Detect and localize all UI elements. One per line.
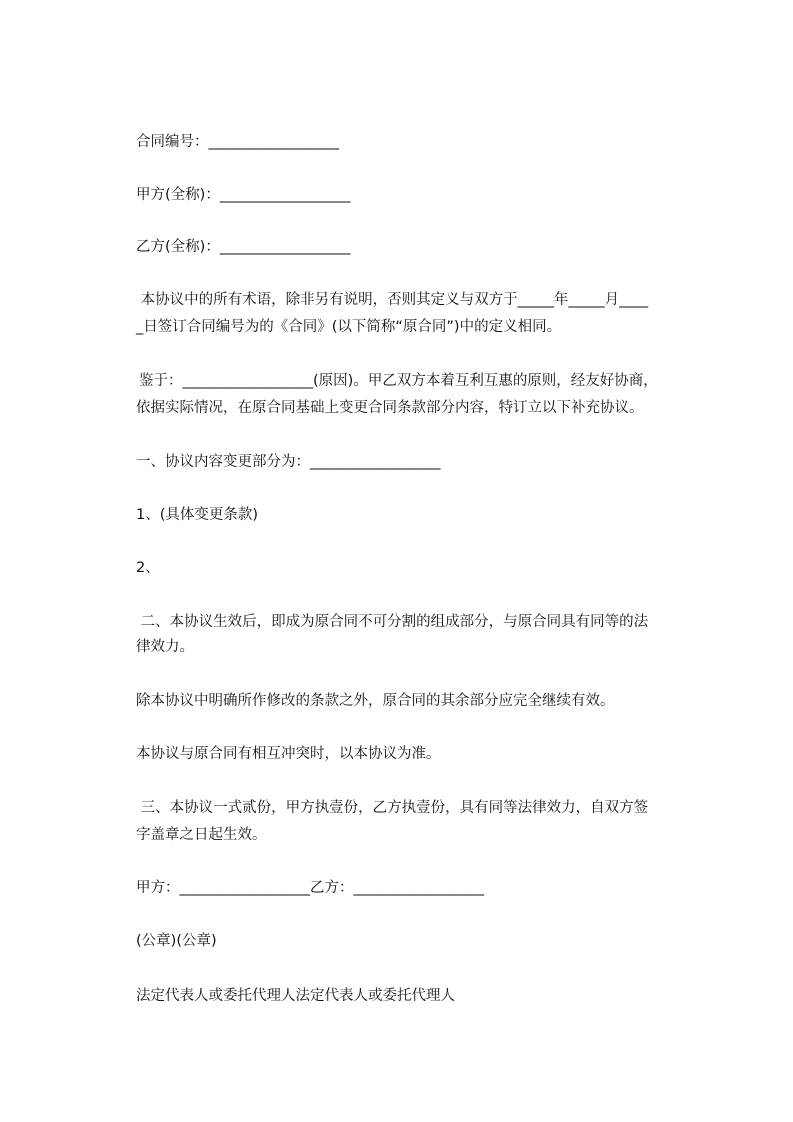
clause-2-paragraph-2: 除本协议中明确所作修改的条款之外，原合同的其余部分应完全继续有效。: [136, 693, 615, 709]
party-b-fullname-field: 乙方(全称)：__________________: [136, 239, 351, 255]
party-a-fullname-field: 甲方(全称)：__________________: [136, 187, 351, 203]
definitions-paragraph-line-1: 本协议中的所有术语，除非另有说明，否则其定义与双方于_____年_____月____: [136, 292, 649, 308]
clause-3-line-1: 三、本协议一式贰份，甲方执壹份，乙方执壹份，具有同等法律效力，自双方签: [136, 800, 649, 816]
seal-line: (公章)(公章): [136, 933, 217, 949]
whereas-paragraph-line-1: 鉴于：__________________(原因)。甲乙双方本着互利互惠的原则，经友好协商，: [139, 373, 658, 389]
clause-2-line-2: 律效力。: [136, 639, 194, 655]
contract-number-field: 合同编号：__________________: [136, 134, 339, 150]
clause-1-item-2: 2、: [136, 560, 160, 576]
clause-3-line-2: 字盖章之日起生效。: [136, 827, 267, 843]
clause-1-item-1: 1、(具体变更条款): [136, 507, 259, 523]
representatives-line: 法定代表人或委托代理人法定代表人或委托代理人: [136, 988, 455, 1004]
clause-2-line-1: 二、本协议生效后，即成为原合同不可分割的组成部分，与原合同具有同等的法: [136, 614, 649, 630]
clause-2-paragraph-3: 本协议与原合同有相互冲突时，以本协议为准。: [136, 746, 441, 762]
signature-parties-line: 甲方：__________________乙方：__________________: [136, 880, 484, 896]
clause-1-heading: 一、协议内容变更部分为：__________________: [136, 454, 441, 470]
whereas-paragraph-line-2: 依据实际情况，在原合同基础上变更合同条款部分内容，特订立以下补充协议。: [136, 400, 644, 416]
definitions-paragraph-line-2: _日签订合同编号为的《合同》(以下简称“原合同”)中的定义相同。: [136, 319, 562, 335]
